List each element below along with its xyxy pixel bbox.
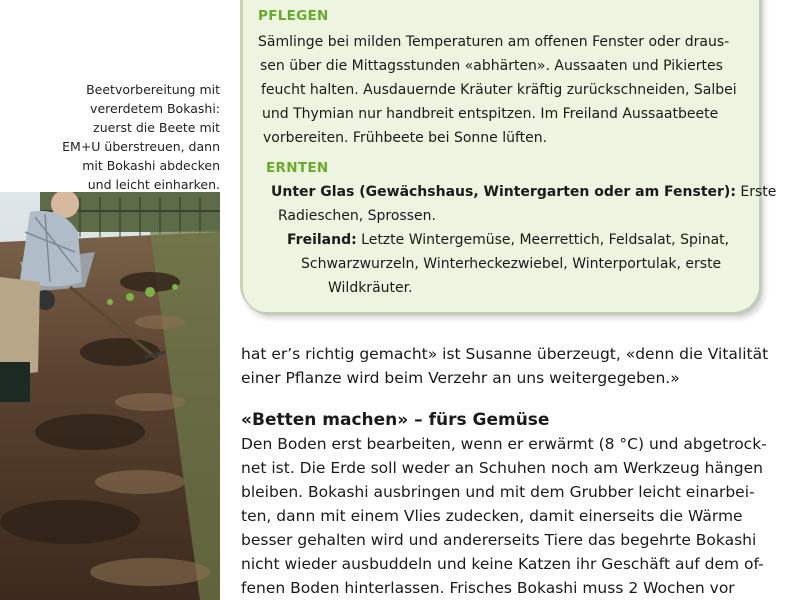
paragraph-line: besser gehalten wird und andererseits Tiere das begehrte Bokashi xyxy=(241,531,757,549)
ernten-title: ERNTEN xyxy=(266,160,329,176)
paragraph-line: bleiben. Bokashi ausbringen und mit dem Grubber leicht einarbei- xyxy=(241,483,755,501)
section-heading: «Betten machen» – fürs Gemüse xyxy=(241,410,550,430)
caption-line: mit Bokashi abdecken xyxy=(82,158,220,173)
unter-glas-label: Unter Glas (Gewächshaus, Wintergarten oder am Fenster): xyxy=(271,184,736,200)
freiland-label: Freiland: xyxy=(287,232,357,248)
paragraph-line: Den Boden erst bearbeiten, wenn er erwärmt (8 °C) und abgetrock- xyxy=(241,435,767,453)
caption-line: zuerst die Beete mit xyxy=(93,120,220,135)
caption-line: und leicht einharken. xyxy=(87,177,220,192)
pflegen-line: und Thymian nur handbreit entspitzen. Im Freiland Aussaatbeete xyxy=(262,106,719,122)
pflegen-title: PFLEGEN xyxy=(258,8,329,24)
info-box xyxy=(240,0,777,312)
photo-caption xyxy=(40,80,220,194)
caption-line: vererdetem Bokashi: xyxy=(90,101,220,116)
freiland-text: Letzte Wintergemüse, Meerrettich, Feldsalat, Spinat, xyxy=(356,232,730,248)
paragraph-line: nicht wieder ausbuddeln und keine Katzen ihr Geschäft auf dem of- xyxy=(241,555,764,573)
garden-photo-image xyxy=(0,192,220,600)
pflegen-line: Sämlinge bei milden Temperaturen am offenen Fenster oder draus- xyxy=(258,34,730,50)
pflegen-line: sen über die Mittagsstunden «abhärten». Aussaaten und Pikiertes xyxy=(260,58,723,74)
paragraph-line: fenen Boden hinterlassen. Frisches Bokashi muss 2 Wochen vor xyxy=(241,579,735,597)
garden-photo xyxy=(0,192,220,600)
paragraph-line: ten, dann mit einem Vlies zudecken, damit einerseits die Wärme xyxy=(241,507,743,525)
unter-glas-line xyxy=(271,182,776,202)
caption-line: EM+U überstreuen, dann xyxy=(62,139,220,154)
freiland-line3: Wildkräuter. xyxy=(328,280,413,296)
intro-line: hat er’s richtig gemacht» ist Susanne überzeugt, «denn die Vitalität xyxy=(241,345,769,363)
pflegen-line: vorbereiten. Frühbeete bei Sonne lüften. xyxy=(263,130,548,146)
freiland-line xyxy=(287,230,729,250)
freiland-line2: Schwarzwurzeln, Winterheckezwiebel, Winterportulak, erste xyxy=(301,256,722,272)
paragraph-line: net ist. Die Erde soll weder an Schuhen noch am Werkzeug hängen xyxy=(241,459,763,477)
unter-glas-line2: Radieschen, Sprossen. xyxy=(278,208,436,224)
intro-line: einer Pflanze wird beim Verzehr an uns weitergegeben.» xyxy=(241,369,680,387)
caption-line: Beetvorbereitung mit xyxy=(86,82,220,97)
unter-glas-text: Erste xyxy=(735,184,777,200)
pflegen-line: feucht halten. Ausdauernde Kräuter kräftig zurückschneiden, Salbei xyxy=(261,82,737,98)
